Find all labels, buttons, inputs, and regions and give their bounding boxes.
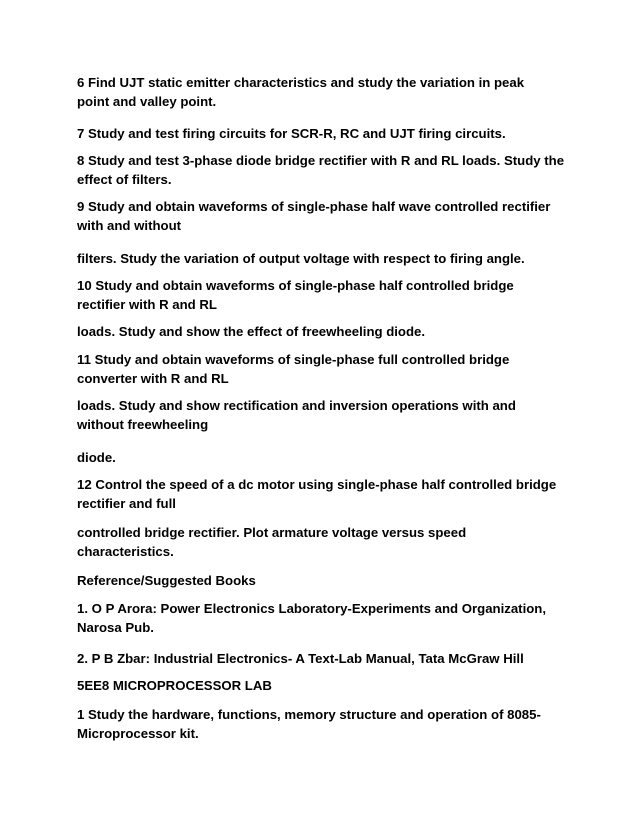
text-line: converter with R and RL <box>77 371 229 386</box>
section-heading-lab <box>77 676 577 695</box>
text-line: 11 Study and obtain waveforms of single-phase full controlled bridge <box>77 352 510 367</box>
book-reference-1 <box>77 599 577 637</box>
text-line: diode. <box>77 450 116 465</box>
paragraph-item-11-cont <box>77 396 577 434</box>
paragraph-item-10 <box>77 276 577 314</box>
text-line: Microprocessor kit. <box>77 726 199 741</box>
text-line: 12 Control the speed of a dc motor using single-phase half controlled bridge <box>77 477 557 492</box>
text-line: Narosa Pub. <box>77 620 154 635</box>
text-line: filters. Study the variation of output voltage with respect to firing angle. <box>77 251 525 266</box>
text-line: 9 Study and obtain waveforms of single-phase half wave controlled rectifier <box>77 199 551 214</box>
paragraph-item-6 <box>77 73 577 111</box>
paragraph-item-9 <box>77 197 577 235</box>
text-line: 6 Find UJT static emitter characteristics and study the variation in peak <box>77 75 525 90</box>
paragraph-item-12-cont <box>77 523 577 561</box>
text-line: controlled bridge rectifier. Plot armature voltage versus speed <box>77 525 467 540</box>
text-line: characteristics. <box>77 544 174 559</box>
text-line: with and without <box>77 218 182 233</box>
section-heading-books <box>77 571 577 590</box>
paragraph-item-9-cont <box>77 249 577 268</box>
text-line: rectifier and full <box>77 496 176 511</box>
text-line: without freewheeling <box>77 417 209 432</box>
paragraph-lab-item-1 <box>77 705 577 743</box>
text-line: 10 Study and obtain waveforms of single-phase half controlled bridge <box>77 278 514 293</box>
text-line: point and valley point. <box>77 94 217 109</box>
text-line: 2. P B Zbar: Industrial Electronics- A Text-Lab Manual, Tata McGraw Hill <box>77 651 524 666</box>
text-line: loads. Study and show rectification and inversion operations with and <box>77 398 516 413</box>
text-line: 7 Study and test firing circuits for SCR-R, RC and UJT firing circuits. <box>77 126 506 141</box>
text-line: effect of filters. <box>77 172 172 187</box>
paragraph-item-10-cont <box>77 322 577 341</box>
text-line: 1 Study the hardware, functions, memory structure and operation of 8085- <box>77 707 541 722</box>
text-line: loads. Study and show the effect of freewheeling diode. <box>77 324 426 339</box>
paragraph-item-11 <box>77 350 577 388</box>
text-line: 1. O P Arora: Power Electronics Laboratory-Experiments and Organization, <box>77 601 547 616</box>
paragraph-item-8 <box>77 151 577 189</box>
paragraph-item-11-end <box>77 448 577 467</box>
paragraph-item-12 <box>77 475 577 513</box>
book-reference-2 <box>77 649 577 668</box>
text-line: Reference/Suggested Books <box>77 573 256 588</box>
paragraph-item-7 <box>77 124 577 143</box>
text-line: rectifier with R and RL <box>77 297 217 312</box>
text-line: 8 Study and test 3-phase diode bridge rectifier with R and RL loads. Study the <box>77 153 565 168</box>
text-line: 5EE8 MICROPROCESSOR LAB <box>77 678 272 693</box>
